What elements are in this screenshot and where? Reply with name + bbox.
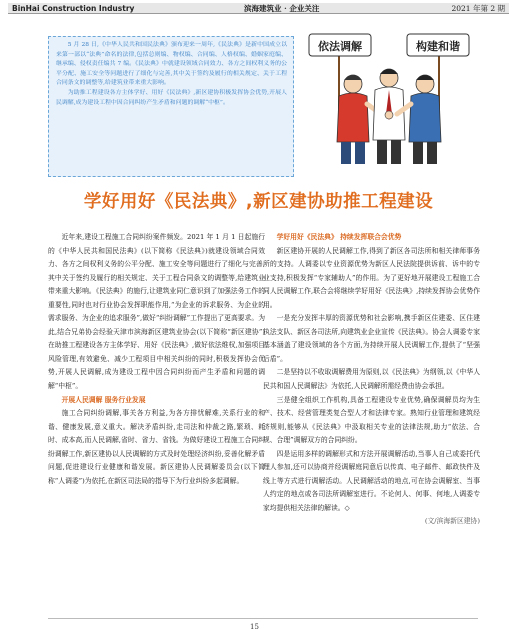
sign-right-text: 构建和谐 bbox=[416, 40, 460, 53]
left-paragraph-2: 施工合同纠纷调解,事关各方利益,为各方排忧解难,关系行业的和谐、健康发展,意义重大。解决矛盾纠纷,走司法和仲裁之路,繁琐、耗时、成本高,而人民调解,省时、省力、省钱。为做好建设工程施工合同纠纷调解工作,新区建协以人民调解的方式及时处理经济纠纷,妥善化解矛盾问题,促进建设行业健康和谐发展。新区建协人民调解委员会(以下简称“人调委”)为依托,在新区司法局的指导下为行业纠纷多起调解。 bbox=[48, 409, 265, 485]
intro-paragraph-2: 为助推工程建设各方主体学好、用好《民法典》,新区建协积极发挥协会优势,开展人民调解,成为建设工程中因合同纠纷产生矛盾和问题的调解“中枢”。 bbox=[56, 89, 287, 106]
right-paragraph-5: 四是运用多样的调解形式和方法开展调解活动,当事人自己或委托代理人参加,还可以协商并经调解庭同意后以传真、电子邮件、邮政快件及线上等方式进行调解活动。人民调解活动的地点,可在协会调解室、当事人约定的地点或各司法所调解室进行。不论何人、何事、何地,人调委专家均提供相关法律的解读。◇ bbox=[263, 449, 480, 512]
issue-number: 2021 年第 2 期 bbox=[451, 4, 505, 13]
left-column bbox=[48, 231, 265, 488]
sign-left-text: 依法调解 bbox=[318, 40, 362, 53]
handshake-icon bbox=[385, 111, 393, 119]
article-byline: (文/滨海新区建协) bbox=[424, 517, 480, 526]
journal-name-en: BinHai Construction Industry bbox=[12, 4, 135, 13]
left-subheading: 开展人民调解 服务行业发展 bbox=[61, 395, 146, 404]
intro-paragraph-1: 5 月 28 日,《中华人民共和国民法典》颁布迎来一周年,《民法典》是新中国成立以来第一部以“法典”命名的法律,包括总则编、物权编、合同编、人格权编、婚姻家庭编、继承编、侵权责任编共 7 编。《民法典》中就建设领域合同效力、各方之间权利义务的公平分配、施工安全等问题进行了细化与完善,其中关于签约及履行的相关规定、关于工程合同条文的调整等,给建筑业带来重大影响。 bbox=[56, 42, 287, 87]
right-paragraph-2: 一是充分发挥丰厚的资源优势和社会影响,携手新区住建委、区住建执法支队、新区各司法所,向建筑业企业宣传《民法典》。协会人调委专家基本涵盖了建设领域的各个方面,为持续开展人民调解工作,提供了“坚强后盾”。 bbox=[263, 314, 480, 363]
page-number: 15 bbox=[250, 623, 259, 631]
right-paragraph-4: 三是健全组织工作机构,具备工程建设专业优势,确保调解员均为生产、技术、经营管理类复合型人才和法律专家。熟知行业管理和建筑经济规则,能够从《民法典》中汲取相关专业的法律法规,助力“依法、合规、合理”调解双方的合同纠纷。 bbox=[263, 395, 480, 445]
left-paragraph-1: 近年来,建设工程施工合同纠纷案件频发。2021 年 1 月 1 日起施行的《中华人民共和国民法典》(以下简称《民法典》)就建设领域合同效力、各方之间权利义务的公平分配、施工安全等问题进行了细化与完善,其中关于签约及履行的相关规定、关于工程合同条文的调整等,给建筑业带来重大影响。《民法典》的施行,让建筑业同仁意识到了加强法务工作的重要性,同时也对行业协会发挥职能作用,“为企业的诉求服务、为企业的需求服务、为企业的追求服务”,做好“纠纷调解”工作提出了更高要求。为此,结合兄弟协会经验天津市滨海新区建筑业协会(以下简称“新区建协”)在助推工程建设各方主体学好、用好《民法典》,做好依法维权,加强项目风险管理,有效避免、减少工程项目中相关纠纷的同时,积极发挥协会优势,开展人民调解,成为建设工程中因合同纠纷而产生矛盾和问题的调解“中枢”。 bbox=[48, 233, 265, 391]
mediation-illustration bbox=[301, 22, 471, 172]
right-column bbox=[263, 231, 480, 529]
right-paragraph-3: 二是坚持以不收取调解费用为原则,以《民法典》为纲领,以《中华人民共和国人民调解法》为依托,人民调解所需经费由协会承担。 bbox=[263, 368, 480, 391]
intro-box bbox=[48, 36, 294, 177]
footer-rule bbox=[48, 618, 478, 619]
right-paragraph-1: 新区建协开展的人民调解工作,得到了新区各司法所和相关律师事务所的支持。人调委以专业资源优势为新区人民法院提供诉前、诉中的专业支持,积极发挥“专家辅助人”的作用。为了更好地开展建设工程施工合同人民调解工作,联合会将继续学好用好《民法典》,持续发挥协会优势作用。 bbox=[263, 246, 480, 309]
page-header bbox=[8, 3, 509, 14]
right-subheading: 学好用好《民法典》 持续发挥联合会优势 bbox=[276, 233, 402, 241]
journal-section: 滨海建筑业 · 企业关注 bbox=[244, 4, 320, 13]
article-title: 学好用好《民法典》,新区建协助推工程建设 bbox=[83, 192, 434, 212]
